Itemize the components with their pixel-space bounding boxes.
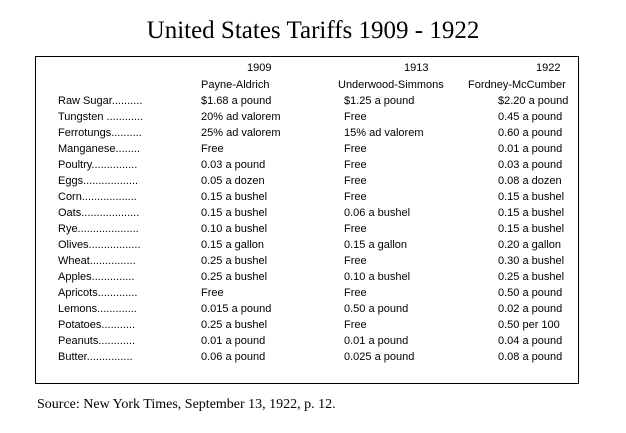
table-row [36, 285, 580, 301]
rate-1922: 0.45 a pound [498, 111, 563, 123]
commodity-label: Lemons............. [58, 303, 137, 315]
column-header-1909-act: Payne-Aldrich [201, 79, 270, 91]
rate-1909: 20% ad valorem [201, 111, 281, 123]
rate-1913: Free [344, 191, 367, 203]
rate-1913: Free [344, 319, 367, 331]
rate-1913: 0.025 a pound [344, 351, 415, 363]
commodity-label: Corn.................. [58, 191, 137, 203]
commodity-label: Apricots............. [58, 287, 138, 299]
rate-1909: Free [201, 143, 224, 155]
rate-1909: 0.06 a pound [201, 351, 266, 363]
commodity-label: Apples.............. [58, 271, 135, 283]
rate-1922: 0.50 a pound [498, 287, 563, 299]
rate-1913: Free [344, 223, 367, 235]
rate-1909: 0.10 a bushel [201, 223, 268, 235]
commodity-label: Potatoes........... [58, 319, 136, 331]
rate-1913: $1.25 a pound [344, 95, 415, 107]
table-row [36, 125, 580, 141]
commodity-label: Manganese........ [58, 143, 140, 155]
rate-1909: 0.03 a pound [201, 159, 266, 171]
commodity-label: Wheat............... [58, 255, 136, 267]
commodity-label: Raw Sugar.......... [58, 95, 143, 107]
rate-1909: 0.15 a gallon [201, 239, 264, 251]
tariff-table [35, 56, 579, 384]
table-row [36, 141, 580, 157]
rate-1909: 25% ad valorem [201, 127, 281, 139]
commodity-label: Ferrotungs.......... [58, 127, 142, 139]
table-row [36, 157, 580, 173]
rate-1922: 0.20 a gallon [498, 239, 561, 251]
table-row [36, 221, 580, 237]
table-row [36, 317, 580, 333]
table-row [36, 205, 580, 221]
rate-1922: 0.01 a pound [498, 143, 563, 155]
table-row [36, 333, 580, 349]
rate-1913: 0.10 a bushel [344, 271, 411, 283]
column-header-1913-year: 1913 [404, 62, 429, 74]
source-note: Source: New York Times, September 13, 1922, p. 12. [37, 397, 336, 412]
rate-1922: 0.15 a bushel [498, 191, 565, 203]
rate-1913: 0.15 a gallon [344, 239, 407, 251]
page-title: United States Tariffs 1909 - 1922 [146, 17, 480, 44]
column-header-1922-year: 1922 [536, 62, 561, 74]
table-row [36, 189, 580, 205]
table-row [36, 173, 580, 189]
rate-1922: 0.08 a dozen [498, 175, 562, 187]
rate-1909: Free [201, 287, 224, 299]
commodity-label: Oats................... [58, 207, 140, 219]
rate-1909: 0.01 a pound [201, 335, 266, 347]
rate-1922: 0.30 a bushel [498, 255, 565, 267]
rate-1922: 0.50 per 100 [498, 319, 560, 331]
rate-1909: 0.25 a bushel [201, 319, 268, 331]
table-row [36, 237, 580, 253]
rate-1913: Free [344, 111, 367, 123]
rate-1909: $1.68 a pound [201, 95, 272, 107]
rate-1909: 0.25 a bushel [201, 255, 268, 267]
rate-1909: 0.05 a dozen [201, 175, 265, 187]
rate-1913: Free [344, 255, 367, 267]
rate-1913: 15% ad valorem [344, 127, 424, 139]
table-row [36, 93, 580, 109]
rate-1922: 0.02 a pound [498, 303, 563, 315]
rate-1909: 0.15 a bushel [201, 207, 268, 219]
commodity-label: Peanuts............ [58, 335, 136, 347]
rate-1913: 0.06 a bushel [344, 207, 411, 219]
commodity-label: Tungsten ............ [58, 111, 144, 123]
commodity-label: Eggs.................. [58, 175, 139, 187]
rate-1909: 0.015 a pound [201, 303, 272, 315]
commodity-label: Olives................. [58, 239, 141, 251]
table-row [36, 253, 580, 269]
rate-1922: 0.08 a pound [498, 351, 563, 363]
rate-1913: Free [344, 175, 367, 187]
rate-1922: 0.60 a pound [498, 127, 563, 139]
rate-1922: 0.15 a bushel [498, 223, 565, 235]
rate-1913: Free [344, 159, 367, 171]
table-row [36, 349, 580, 365]
column-header-1909-year: 1909 [247, 62, 272, 74]
rate-1913: Free [344, 287, 367, 299]
rate-1913: 0.50 a pound [344, 303, 409, 315]
commodity-label: Poultry............... [58, 159, 138, 171]
rate-1922: 0.04 a pound [498, 335, 563, 347]
rate-1922: 0.15 a bushel [498, 207, 565, 219]
commodity-label: Rye.................... [58, 223, 139, 235]
table-row [36, 109, 580, 125]
commodity-label: Butter............... [58, 351, 133, 363]
rate-1922: 0.25 a bushel [498, 271, 565, 283]
rate-1909: 0.25 a bushel [201, 271, 268, 283]
rate-1922: 0.03 a pound [498, 159, 563, 171]
column-header-1922-act: Fordney-McCumber [468, 79, 566, 91]
rate-1913: Free [344, 143, 367, 155]
rate-1922: $2.20 a pound [498, 95, 569, 107]
column-header-1913-act: Underwood-Simmons [338, 79, 444, 91]
rate-1913: 0.01 a pound [344, 335, 409, 347]
rate-1909: 0.15 a bushel [201, 191, 268, 203]
table-row [36, 301, 580, 317]
table-row [36, 269, 580, 285]
